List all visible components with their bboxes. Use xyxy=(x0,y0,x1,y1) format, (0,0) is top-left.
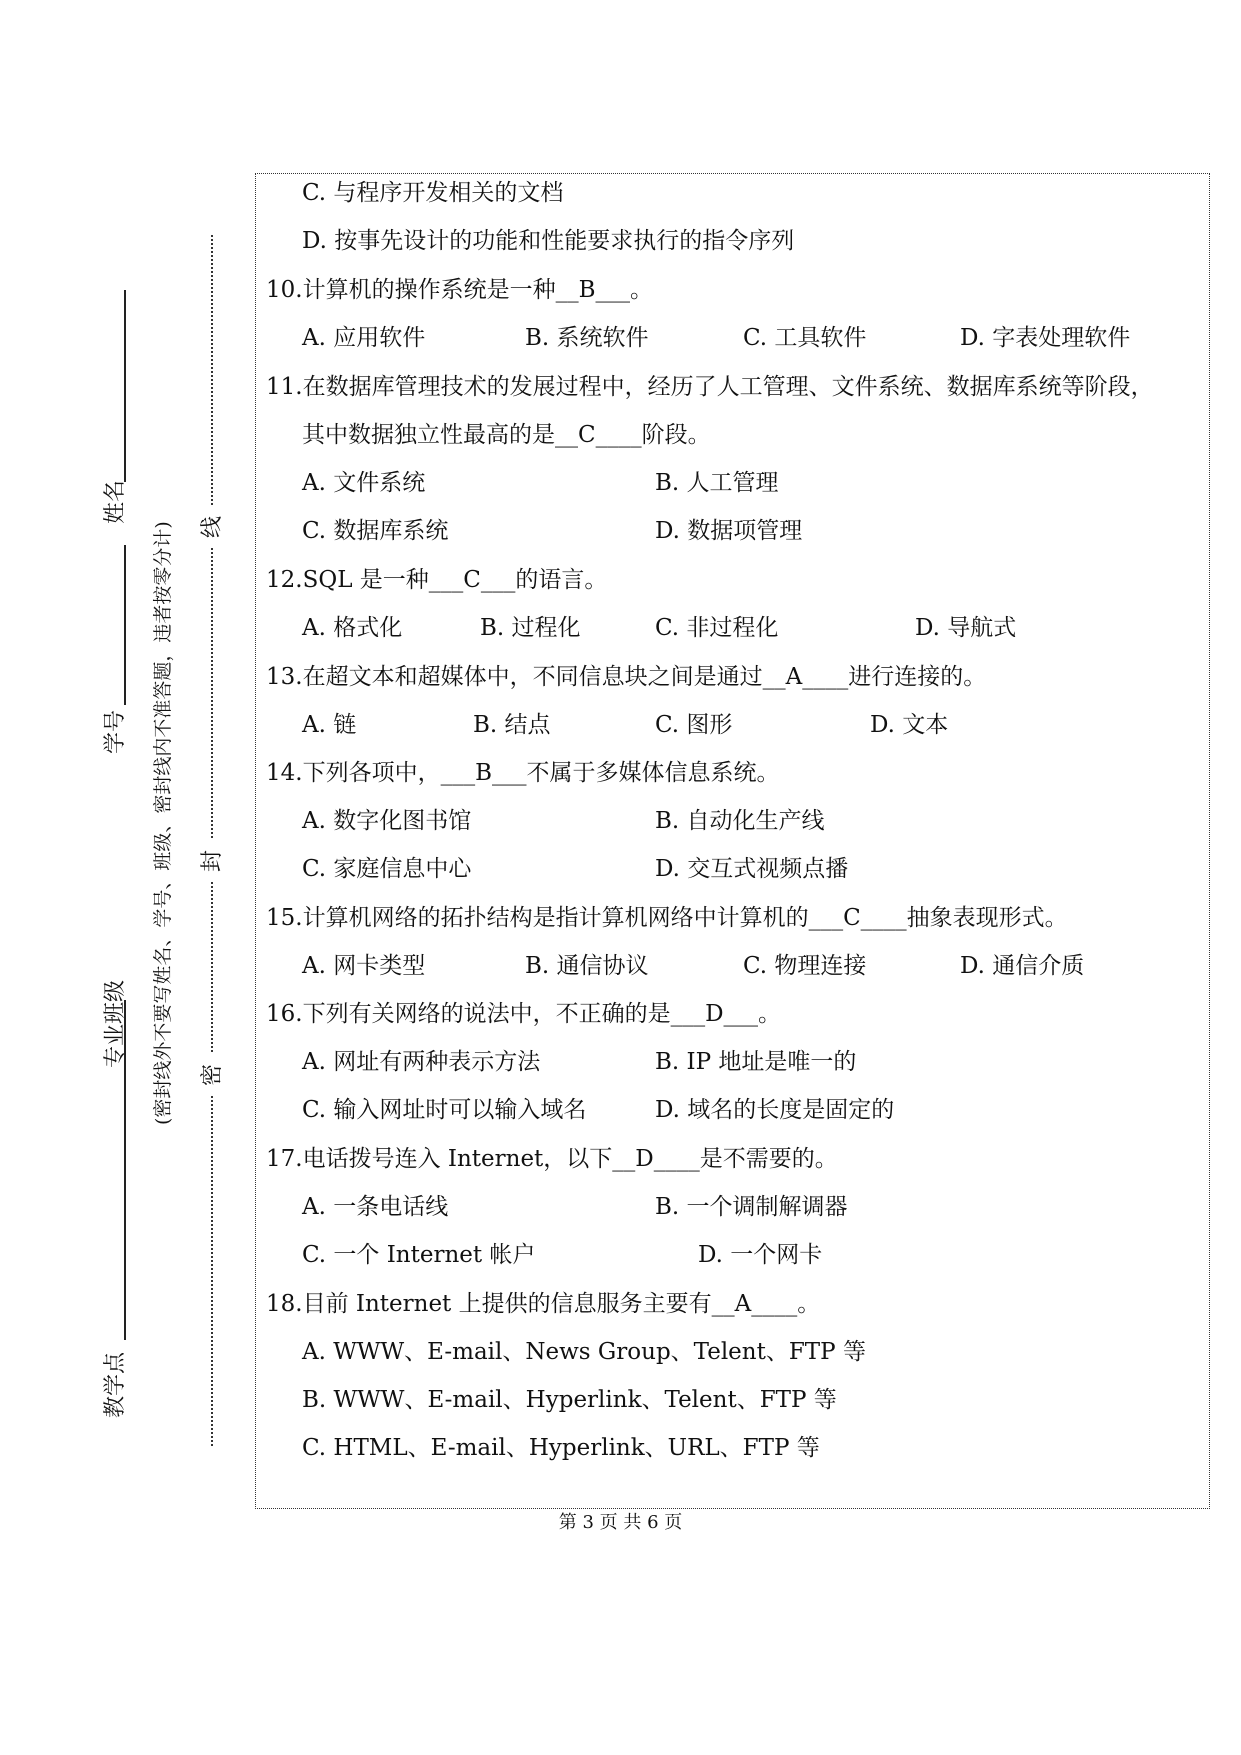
q11-option-a: A. 文件系统 xyxy=(302,470,426,496)
q13-option-d: D. 文本 xyxy=(870,712,949,738)
q17-option-b: B. 一个调制解调器 xyxy=(655,1194,848,1220)
q14-option-b: B. 自动化生产线 xyxy=(655,808,825,834)
q12-option-d: D. 导航式 xyxy=(915,615,1017,641)
q10-option-c: C. 工具软件 xyxy=(743,325,867,351)
q15-option-c: C. 物理连接 xyxy=(743,953,867,979)
seal-line-segment-1 xyxy=(211,235,213,505)
q15-option-b: B. 通信协议 xyxy=(525,953,649,979)
q18-stem: 18.目前 Internet 上提供的信息服务主要有__A____。 xyxy=(266,1291,821,1317)
q18-option-a: A. WWW、E-mail、News Group、Telent、FTP 等 xyxy=(302,1339,866,1365)
q12-option-a: A. 格式化 xyxy=(302,615,403,641)
seal-mark-xian: 线 xyxy=(200,515,225,538)
q14-stem: 14.下列各项中，___B___不属于多媒体信息系统。 xyxy=(266,760,780,786)
q13-option-c: C. 图形 xyxy=(655,712,733,738)
q18-option-c: C. HTML、E-mail、Hyperlink、URL、FTP 等 xyxy=(302,1435,820,1461)
page-number: 第 3 页 共 6 页 xyxy=(558,1512,683,1533)
seal-mark-mi: 密 xyxy=(200,1063,225,1086)
q13-stem: 13.在超文本和超媒体中，不同信息块之间是通过__A____进行连接的。 xyxy=(266,664,987,690)
q10-stem: 10.计算机的操作系统是一种__B___。 xyxy=(266,277,653,303)
seal-line-segment-2 xyxy=(211,548,213,838)
q14-option-a: A. 数字化图书馆 xyxy=(302,808,472,834)
q17-option-c: C. 一个 Internet 帐户 xyxy=(302,1242,536,1268)
q17-option-d: D. 一个网卡 xyxy=(698,1242,823,1268)
student-id-underline xyxy=(124,545,126,705)
seal-line-segment-4 xyxy=(211,1096,213,1446)
q18-option-b: B. WWW、E-mail、Hyperlink、Telent、FTP 等 xyxy=(302,1387,837,1413)
seal-line-segment-3 xyxy=(211,882,213,1052)
q9-option-c: C. 与程序开发相关的文档 xyxy=(302,180,564,206)
q17-option-a: A. 一条电话线 xyxy=(302,1194,449,1220)
q14-option-d: D. 交互式视频点播 xyxy=(655,856,849,882)
campus-label: 教学点 xyxy=(103,1351,128,1418)
q15-option-a: A. 网卡类型 xyxy=(302,953,426,979)
campus-underline xyxy=(124,1125,126,1340)
q13-option-b: B. 结点 xyxy=(473,712,551,738)
name-underline xyxy=(124,290,126,482)
q11-option-b: B. 人工管理 xyxy=(655,470,779,496)
q10-option-b: B. 系统软件 xyxy=(525,325,649,351)
q11-option-c: C. 数据库系统 xyxy=(302,518,449,544)
q17-stem: 17.电话拨号连入 Internet，以下__D____是不需要的。 xyxy=(266,1146,838,1172)
seal-notice: (密封线外不要写姓名、学号、班级、密封线内不准答题，违者按零分计) xyxy=(152,521,174,1125)
student-id-label: 学号 xyxy=(103,709,128,754)
q15-option-d: D. 通信介质 xyxy=(960,953,1085,979)
q14-option-c: C. 家庭信息中心 xyxy=(302,856,472,882)
q16-option-c: C. 输入网址时可以输入域名 xyxy=(302,1097,587,1123)
name-label: 姓名 xyxy=(103,479,128,524)
q11-stem-line2: 其中数据独立性最高的是__C____阶段。 xyxy=(302,422,711,448)
q9-option-d: D. 按事先设计的功能和性能要求执行的指令序列 xyxy=(302,228,795,254)
q12-option-b: B. 过程化 xyxy=(480,615,581,641)
q10-option-d: D. 字表处理软件 xyxy=(960,325,1131,351)
q16-option-b: B. IP 地址是唯一的 xyxy=(655,1049,857,1075)
q11-option-d: D. 数据项管理 xyxy=(655,518,803,544)
q11-stem-line1: 11.在数据库管理技术的发展过程中，经历了人工管理、文件系统、数据库系统等阶段， xyxy=(266,374,1154,400)
q12-stem: 12.SQL 是一种___C___的语言。 xyxy=(266,567,608,593)
q16-stem: 16.下列有关网络的说法中，不正确的是___D___。 xyxy=(266,1001,782,1027)
q12-option-c: C. 非过程化 xyxy=(655,615,779,641)
q15-stem: 15.计算机网络的拓扑结构是指计算机网络中计算机的___C____抽象表现形式。 xyxy=(266,905,1068,931)
seal-mark-feng: 封 xyxy=(200,849,225,872)
class-label: 专业班级 xyxy=(103,979,128,1068)
q16-option-a: A. 网址有两种表示方法 xyxy=(302,1049,541,1075)
q13-option-a: A. 链 xyxy=(302,712,357,738)
q16-option-d: D. 域名的长度是固定的 xyxy=(655,1097,895,1123)
q10-option-a: A. 应用软件 xyxy=(302,325,426,351)
